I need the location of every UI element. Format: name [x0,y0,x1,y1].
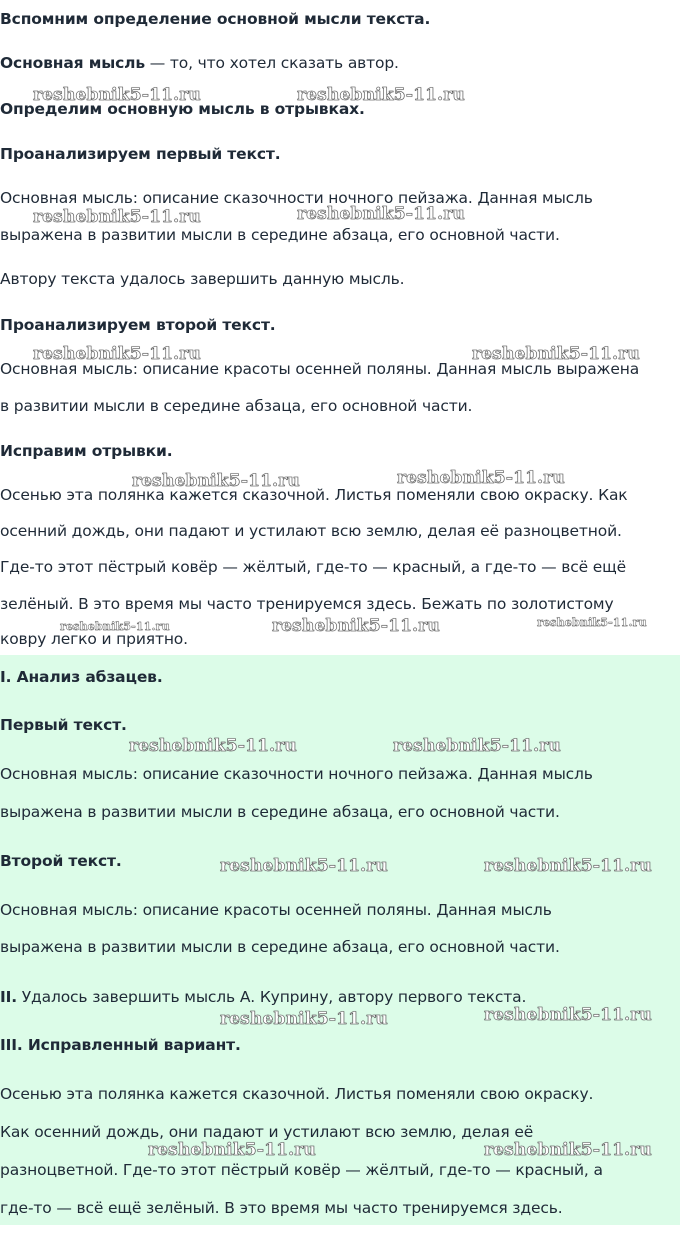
watermark: reshebnik5-11.ru [484,856,652,876]
watermark: reshebnik5-11.ru [297,204,465,224]
watermark: reshebnik5-11.ru [33,85,201,105]
watermark: reshebnik5-11.ru [297,85,465,105]
second-analysis-heading: Проанализируем второй текст. [0,316,276,334]
task-line: Определим основную мысль в отрывках. [0,100,365,118]
answer-corrected-line: Осенью эта полянка кажется сказочной. Листья поменяли свою окраску. [0,1085,594,1103]
answer-section3-heading: III. Исправленный вариант. [0,1036,241,1054]
answer-first-line: выражена в развитии мысли в середине абзаца, его основной части. [0,803,560,821]
fix-heading: Исправим отрывки. [0,442,173,460]
first-analysis-line: Основная мысль: описание сказочности ночного пейзажа. Данная мысль [0,189,593,207]
definition-text: — то, что хотел сказать автор. [144,54,399,72]
watermark: reshebnik5-11.ru [33,344,201,364]
watermark: reshebnik5-11.ru [397,468,565,488]
first-analysis-conclusion: Автору текста удалось завершить данную мысль. [0,270,405,288]
first-analysis-line: выражена в развитии мысли в середине абзаца, его основной части. [0,226,560,244]
answer-section2-text: Удалось завершить мысль А. Куприну, автору первого текста. [16,988,527,1006]
watermark: reshebnik5-11.ru [33,207,201,227]
watermark: reshebnik5-11.ru [272,616,440,636]
definition-line [0,53,399,73]
fix-line: Осенью эта полянка кажется сказочной. Листья поменяли свою окраску. Как [0,486,628,504]
watermark: reshebnik5-11.ru [484,1140,652,1160]
watermark: reshebnik5-11.ru [472,344,640,364]
second-analysis-line: Основная мысль: описание красоты осенней поляны. Данная мысль выражена [0,360,640,378]
watermark: reshebnik5-11.ru [60,620,170,633]
answer-corrected-line: где-то — всё ещё зелёный. В это время мы часто тренируемся здесь. [0,1199,563,1217]
answer-second-heading: Второй текст. [0,852,122,870]
watermark: reshebnik5-11.ru [132,471,300,491]
fix-line: ковру легко и приятно. [0,630,188,648]
answer-first-heading: Первый текст. [0,716,127,734]
second-analysis-line: в развитии мысли в середине абзаца, его основной части. [0,397,473,415]
answer-section2-number: II. [0,988,17,1006]
answer-second-line: выражена в развитии мысли в середине абзаца, его основной части. [0,938,560,956]
watermark: reshebnik5-11.ru [148,1140,316,1160]
definition-term: Основная мысль [0,54,145,72]
first-analysis-heading: Проанализируем первый текст. [0,145,281,163]
watermark: reshebnik5-11.ru [393,736,561,756]
answer-first-line: Основная мысль: описание сказочности ночного пейзажа. Данная мысль [0,765,593,783]
answer-section1-heading: I. Анализ абзацев. [0,668,163,686]
answer-corrected-line: разноцветной. Где-то этот пёстрый ковёр — жёлтый, где-то — красный, а [0,1161,603,1179]
watermark: reshebnik5-11.ru [220,856,388,876]
watermark: reshebnik5-11.ru [537,616,647,629]
answer-section2 [0,987,526,1007]
answer-second-line: Основная мысль: описание красоты осенней поляны. Данная мысль [0,901,552,919]
answer-corrected-line: Как осенний дождь, они падают и устилают всю землю, делая её [0,1123,534,1141]
watermark: reshebnik5-11.ru [484,1005,652,1025]
fix-line: осенний дождь, они падают и устилают всю землю, делая её разноцветной. [0,522,622,540]
watermark: reshebnik5-11.ru [220,1009,388,1029]
intro-heading: Вспомним определение основной мысли текста. [0,10,431,28]
fix-line: Где-то этот пёстрый ковёр — жёлтый, где-то — красный, а где-то — всё ещё [0,558,626,576]
watermark: reshebnik5-11.ru [129,736,297,756]
fix-line: зелёный. В это время мы часто тренируемся здесь. Бежать по золотистому [0,595,614,613]
